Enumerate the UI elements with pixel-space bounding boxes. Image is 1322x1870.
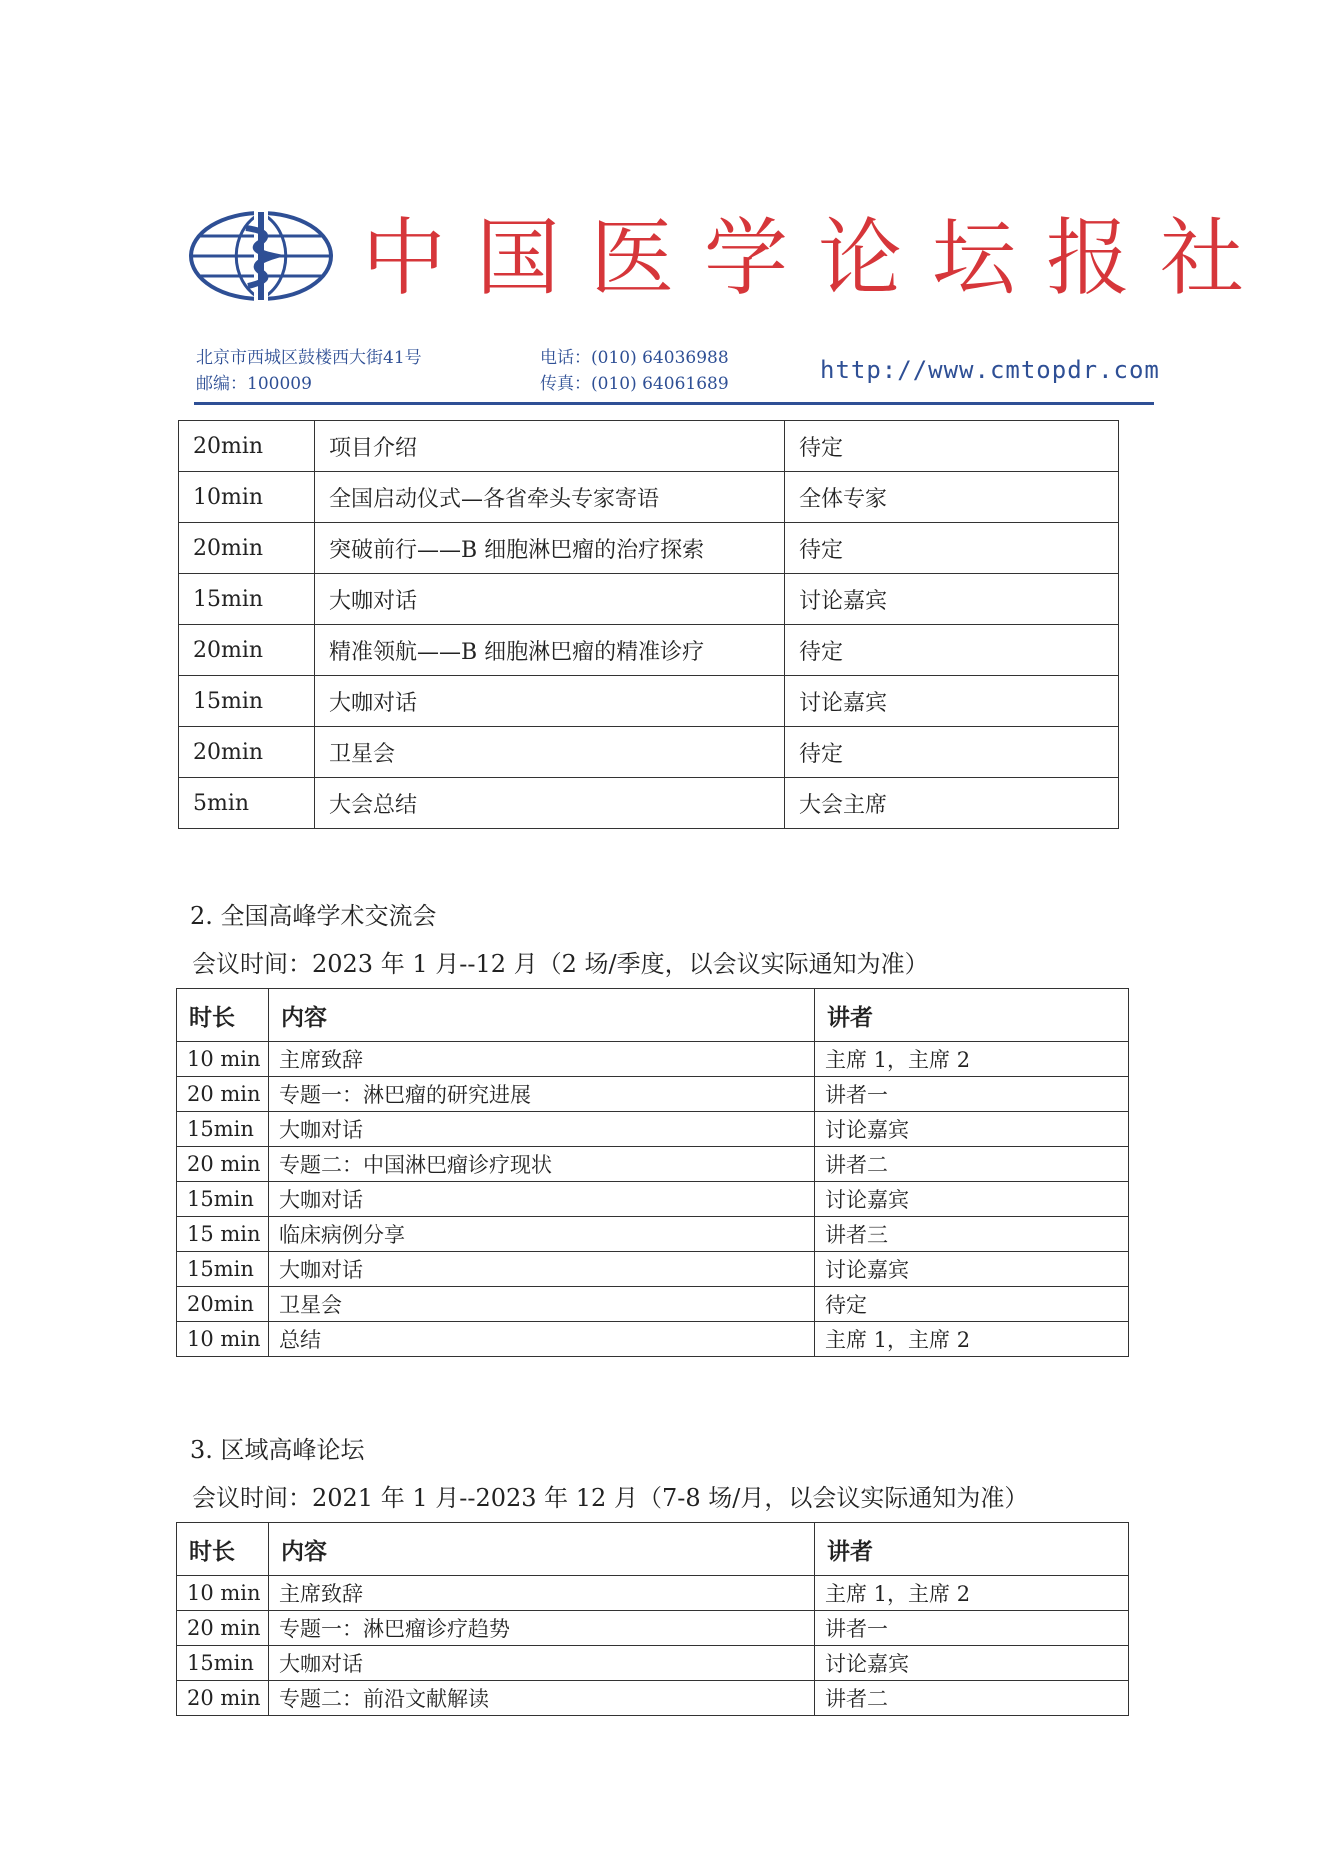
cell-content: 临床病例分享 bbox=[269, 1217, 815, 1252]
cell-duration: 20 min bbox=[177, 1147, 269, 1182]
postcode-line: 邮编：100009 bbox=[196, 374, 312, 394]
cell-speaker: 待定 bbox=[815, 1287, 1129, 1322]
phone-block bbox=[540, 345, 729, 397]
cell-duration: 15min bbox=[177, 1182, 269, 1217]
cell-speaker: 主席 1，主席 2 bbox=[815, 1322, 1129, 1357]
table-row bbox=[177, 1042, 1129, 1077]
header-content: 内容 bbox=[269, 989, 815, 1042]
cell-speaker: 讲者二 bbox=[815, 1147, 1129, 1182]
table-row bbox=[179, 421, 1119, 472]
section-2-title: 2. 全国高峰学术交流会 bbox=[190, 902, 437, 930]
cell-content: 专题一：淋巴瘤诊疗趋势 bbox=[269, 1611, 815, 1646]
letterhead bbox=[0, 0, 1322, 420]
table-row bbox=[177, 1252, 1129, 1287]
cell-speaker: 讨论嘉宾 bbox=[815, 1112, 1129, 1147]
cell-content: 卫星会 bbox=[269, 1287, 815, 1322]
cell-content: 精准领航——B 细胞淋巴瘤的精准诊疗 bbox=[315, 625, 785, 676]
header-divider bbox=[194, 402, 1154, 405]
table-row bbox=[177, 1611, 1129, 1646]
fax-line: 传真：(010) 64061689 bbox=[540, 374, 729, 394]
globe-caduceus-logo bbox=[188, 210, 334, 302]
cell-duration: 15min bbox=[179, 574, 315, 625]
cell-duration: 20min bbox=[179, 523, 315, 574]
table-row bbox=[177, 1147, 1129, 1182]
cell-content: 大会总结 bbox=[315, 778, 785, 829]
cell-content: 专题二：中国淋巴瘤诊疗现状 bbox=[269, 1147, 815, 1182]
cell-speaker: 讨论嘉宾 bbox=[785, 676, 1119, 727]
cell-content: 全国启动仪式—各省牵头专家寄语 bbox=[315, 472, 785, 523]
header-duration: 时长 bbox=[177, 1523, 269, 1576]
cell-duration: 15min bbox=[179, 676, 315, 727]
cell-duration: 10 min bbox=[177, 1322, 269, 1357]
cell-content: 大咖对话 bbox=[269, 1182, 815, 1217]
cell-speaker: 讲者二 bbox=[815, 1681, 1129, 1716]
table-row bbox=[177, 1182, 1129, 1217]
header-content: 内容 bbox=[269, 1523, 815, 1576]
table-row bbox=[177, 1322, 1129, 1357]
cell-speaker: 待定 bbox=[785, 625, 1119, 676]
cell-duration: 20min bbox=[179, 421, 315, 472]
table-row bbox=[177, 1646, 1129, 1681]
header-speaker: 讲者 bbox=[815, 1523, 1129, 1576]
cell-content: 主席致辞 bbox=[269, 1042, 815, 1077]
cell-duration: 20min bbox=[177, 1287, 269, 1322]
cell-speaker: 全体专家 bbox=[785, 472, 1119, 523]
header-duration: 时长 bbox=[177, 989, 269, 1042]
agenda-table-2 bbox=[176, 988, 1129, 1357]
tel-line: 电话：(010) 64036988 bbox=[540, 348, 729, 368]
table-row bbox=[177, 1287, 1129, 1322]
cell-content: 突破前行——B 细胞淋巴瘤的治疗探索 bbox=[315, 523, 785, 574]
table-row bbox=[179, 625, 1119, 676]
cell-duration: 10min bbox=[179, 472, 315, 523]
cell-speaker: 讲者一 bbox=[815, 1077, 1129, 1112]
table-row bbox=[177, 1077, 1129, 1112]
cell-speaker: 讲者一 bbox=[815, 1611, 1129, 1646]
table-row bbox=[177, 1112, 1129, 1147]
table-row bbox=[177, 1681, 1129, 1716]
cell-content: 卫星会 bbox=[315, 727, 785, 778]
cell-speaker: 讲者三 bbox=[815, 1217, 1129, 1252]
table-row bbox=[179, 727, 1119, 778]
cell-duration: 15min bbox=[177, 1646, 269, 1681]
cell-duration: 15 min bbox=[177, 1217, 269, 1252]
section-3-title: 3. 区域高峰论坛 bbox=[190, 1436, 365, 1464]
agenda-table-1 bbox=[178, 420, 1119, 829]
table-row bbox=[179, 676, 1119, 727]
cell-content: 项目介绍 bbox=[315, 421, 785, 472]
table-row bbox=[179, 574, 1119, 625]
table-row bbox=[177, 1576, 1129, 1611]
table-row bbox=[177, 1217, 1129, 1252]
cell-speaker: 讨论嘉宾 bbox=[815, 1252, 1129, 1287]
cell-content: 大咖对话 bbox=[315, 676, 785, 727]
cell-duration: 20 min bbox=[177, 1611, 269, 1646]
cell-duration: 15min bbox=[177, 1112, 269, 1147]
cell-duration: 5min bbox=[179, 778, 315, 829]
agenda-table-3 bbox=[176, 1522, 1129, 1716]
section-2-meeting-time: 会议时间：2023 年 1 月--12 月（2 场/季度，以会议实际通知为准） bbox=[192, 950, 929, 978]
org-name: 中国医学论坛报社 bbox=[362, 209, 1275, 307]
cell-speaker: 待定 bbox=[785, 727, 1119, 778]
cell-content: 大咖对话 bbox=[315, 574, 785, 625]
cell-duration: 15min bbox=[177, 1252, 269, 1287]
address-line: 北京市西城区鼓楼西大街41号 bbox=[196, 348, 422, 368]
cell-speaker: 讨论嘉宾 bbox=[785, 574, 1119, 625]
cell-content: 主席致辞 bbox=[269, 1576, 815, 1611]
cell-speaker: 待定 bbox=[785, 523, 1119, 574]
cell-content: 专题一：淋巴瘤的研究进展 bbox=[269, 1077, 815, 1112]
cell-duration: 20min bbox=[179, 727, 315, 778]
cell-speaker: 讨论嘉宾 bbox=[815, 1182, 1129, 1217]
table-header-row bbox=[177, 989, 1129, 1042]
cell-content: 总结 bbox=[269, 1322, 815, 1357]
cell-duration: 20min bbox=[179, 625, 315, 676]
table-row bbox=[179, 778, 1119, 829]
cell-speaker: 大会主席 bbox=[785, 778, 1119, 829]
cell-duration: 20 min bbox=[177, 1681, 269, 1716]
table-header-row bbox=[177, 1523, 1129, 1576]
cell-speaker: 主席 1，主席 2 bbox=[815, 1042, 1129, 1077]
table-row bbox=[179, 472, 1119, 523]
cell-content: 大咖对话 bbox=[269, 1646, 815, 1681]
section-3-meeting-time: 会议时间：2021 年 1 月--2023 年 12 月（7-8 场/月，以会议实际通知为准） bbox=[192, 1484, 1029, 1512]
header-speaker: 讲者 bbox=[815, 989, 1129, 1042]
cell-duration: 10 min bbox=[177, 1576, 269, 1611]
table-row bbox=[179, 523, 1119, 574]
cell-speaker: 待定 bbox=[785, 421, 1119, 472]
cell-duration: 20 min bbox=[177, 1077, 269, 1112]
cell-content: 大咖对话 bbox=[269, 1112, 815, 1147]
address-block bbox=[196, 345, 422, 397]
website-link[interactable]: http://www.cmtopdr.com bbox=[820, 356, 1160, 384]
cell-speaker: 讨论嘉宾 bbox=[815, 1646, 1129, 1681]
cell-speaker: 主席 1，主席 2 bbox=[815, 1576, 1129, 1611]
cell-content: 专题二：前沿文献解读 bbox=[269, 1681, 815, 1716]
cell-content: 大咖对话 bbox=[269, 1252, 815, 1287]
cell-duration: 10 min bbox=[177, 1042, 269, 1077]
